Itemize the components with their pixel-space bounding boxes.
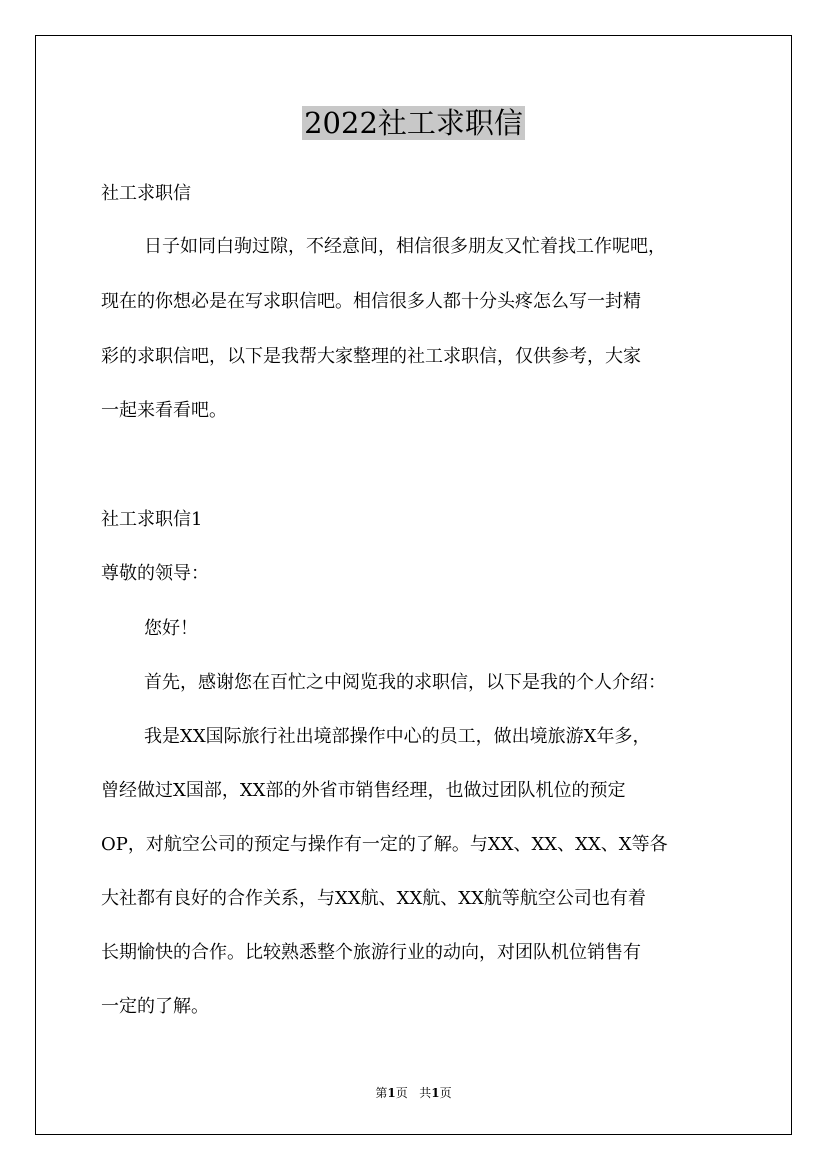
body-line-intro-1: 日子如同白驹过隙，不经意间，相信很多朋友又忙着找工作呢吧， — [144, 236, 666, 257]
page-footer — [0, 1085, 827, 1101]
body-line-intro-3: 彩的求职信吧，以下是我帮大家整理的社工求职信，仅供参考，大家 — [101, 346, 641, 367]
body-line-letter-heading: 社工求职信1 — [101, 509, 203, 530]
body-line-intro-2: 现在的你想必是在写求职信吧。相信很多人都十分头疼怎么写一封精 — [101, 291, 641, 312]
footer-total-number: 1 — [431, 1086, 440, 1100]
footer-page-number: 1 — [387, 1086, 396, 1100]
footer-total-suffix: 页 — [439, 1086, 452, 1100]
body-line-para2-1: 我是XX国际旅行社出境部操作中心的员工，做出境旅游X年多， — [144, 726, 651, 747]
body-line-para2-3: OP，对航空公司的预定与操作有一定的了解。与XX、XX、XX、X等各 — [101, 834, 668, 855]
body-line-greeting: 您好！ — [144, 618, 198, 639]
footer-page-prefix: 第 — [375, 1086, 388, 1100]
footer-page-suffix: 页 — [395, 1086, 408, 1100]
body-line-para2-2: 曾经做过X国部，XX部的外省市销售经理，也做过团队机位的预定 — [101, 780, 626, 801]
body-line-section-heading: 社工求职信 — [101, 183, 191, 204]
body-line-para2-6: 一定的了解。 — [101, 996, 209, 1017]
body-line-para1: 首先，感谢您在百忙之中阅览我的求职信，以下是我的个人介绍： — [144, 672, 666, 693]
document-title — [0, 104, 827, 142]
body-line-para2-4: 大社都有良好的合作关系，与XX航、XX航、XX航等航空公司也有着 — [101, 888, 646, 909]
footer-total-prefix: 共 — [419, 1086, 432, 1100]
body-line-salutation: 尊敬的领导： — [101, 563, 209, 584]
body-line-para2-5: 长期愉快的合作。比较熟悉整个旅游行业的动向，对团队机位销售有 — [101, 942, 641, 963]
body-line-intro-4: 一起来看看吧。 — [101, 400, 227, 421]
document-title-text: 2022社工求职信 — [304, 106, 523, 140]
